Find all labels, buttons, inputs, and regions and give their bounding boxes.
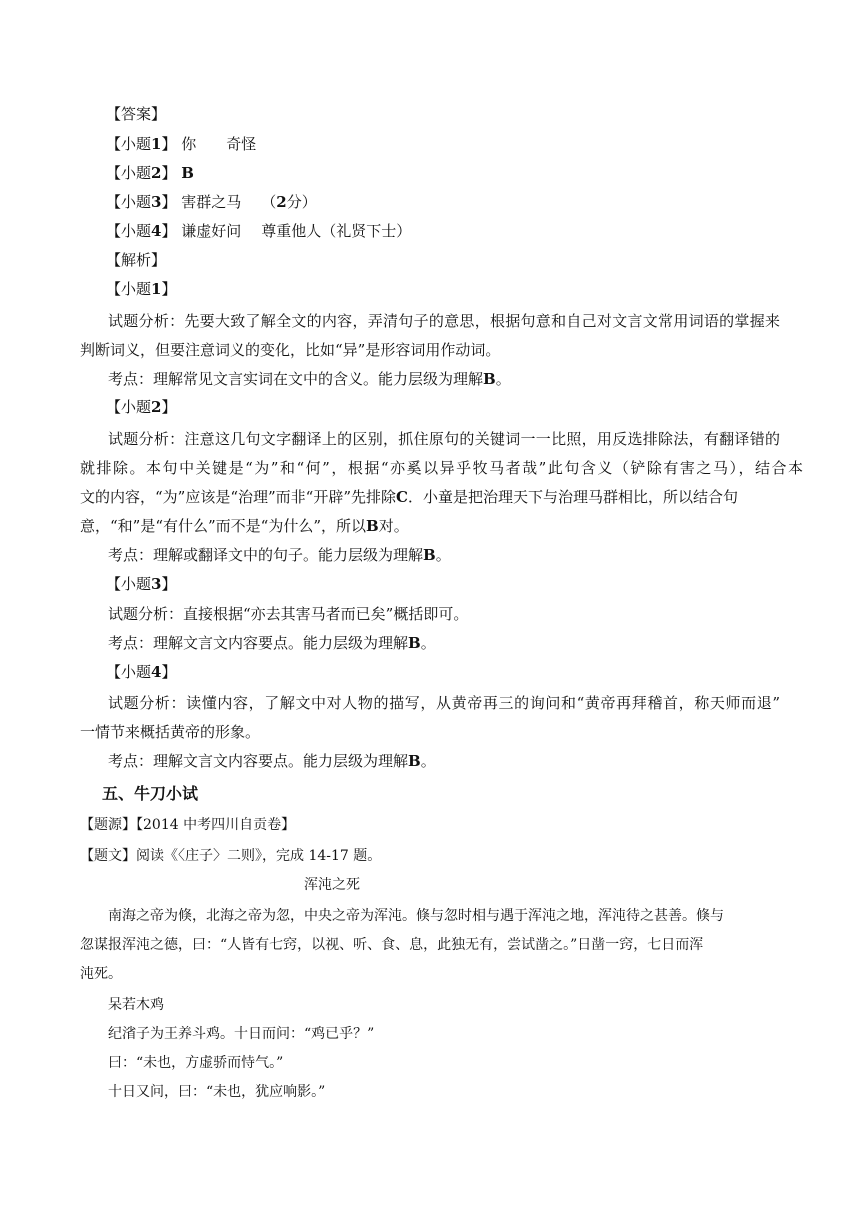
s1-heading-num: 1 bbox=[151, 280, 162, 298]
story2-line2: 曰：“未也，方虚骄而恃气。” bbox=[108, 1055, 284, 1071]
q3-answer: 害群之马 bbox=[181, 193, 242, 211]
s2-line3-a: 文的内容，“为”应该是“治理”而非“开辟”先排除 bbox=[80, 488, 397, 506]
story1-title: 浑沌之死 bbox=[304, 877, 360, 893]
analysis-heading: 【解析】 bbox=[106, 251, 167, 269]
s1-heading-a: 【小题 bbox=[106, 280, 152, 298]
story1-line2: 忽谋报浑沌之德，曰：“人皆有七窍，以视、听、食、息，此独无有，尝试凿之。”日凿一窍，七日而浑 bbox=[80, 937, 704, 953]
q4-num: 4 bbox=[151, 222, 162, 240]
question-prompt: 【题文】阅读《〈庄子〉二则》，完成 14-17 题。 bbox=[80, 848, 382, 864]
question-source: 【题源】【2014 中考四川自贡卷】 bbox=[80, 817, 296, 833]
s2-heading-a: 【小题 bbox=[106, 398, 152, 416]
s4-heading bbox=[106, 662, 176, 682]
s4-keypoint-text: 考点：理解文言文内容要点。能力层级为理解 bbox=[108, 752, 409, 770]
s1-keypoint bbox=[108, 369, 511, 389]
q1-label: 【小题 bbox=[106, 135, 152, 153]
s2-heading bbox=[106, 397, 176, 417]
q3-label: 【小题 bbox=[106, 193, 152, 211]
answer-q4 bbox=[106, 221, 411, 241]
s2-line4-a: 意，“和”是“有什么”而不是“为什么”，所以 bbox=[80, 517, 367, 535]
q2-num: 2 bbox=[151, 164, 162, 182]
s3-heading bbox=[106, 574, 176, 594]
s3-line1: 试题分析：直接根据“亦去其害马者而已矣”概括即可。 bbox=[108, 605, 469, 623]
answer-q2 bbox=[106, 163, 194, 183]
s2-line4 bbox=[80, 516, 409, 536]
s2-line4-c: 对。 bbox=[378, 517, 409, 535]
s3-keypoint-text: 考点：理解文言文内容要点。能力层级为理解 bbox=[108, 634, 409, 652]
s1-heading bbox=[106, 279, 176, 299]
s2-line1: 试题分析：注意这几句文字翻译上的区别，抓住原句的关键词一一比照，用反选排除法，有翻译错的 bbox=[108, 430, 780, 448]
s4-heading-num: 4 bbox=[151, 663, 162, 681]
q3-points-open: （ bbox=[261, 193, 277, 211]
q3-points: 2 bbox=[276, 193, 287, 211]
story1-line3: 沌死。 bbox=[80, 966, 122, 982]
s1-keypoint-level: B bbox=[483, 370, 496, 388]
answer-q1 bbox=[106, 134, 256, 154]
q2-answer: B bbox=[181, 164, 194, 182]
q1-close: 】 bbox=[161, 135, 177, 153]
q3-close: 】 bbox=[161, 193, 177, 211]
s4-line1: 试题分析：读懂内容，了解文中对人物的描写，从黄帝再三的询问和“黄帝再拜稽首，称天师而退” bbox=[108, 694, 780, 712]
s2-line2: 就排除。本句中关键是“为”和“何”，根据“亦奚以异乎牧马者哉”此句含义（铲除有害之马），结合本 bbox=[80, 459, 803, 477]
s2-line4-b: B bbox=[366, 517, 379, 535]
s4-keypoint bbox=[108, 751, 436, 771]
s2-line3-c: ．小童是把治理天下与治理马群相比，所以结合句 bbox=[407, 488, 738, 506]
s2-heading-num: 2 bbox=[151, 398, 162, 416]
section5-heading: 五、牛刀小试 bbox=[102, 784, 199, 803]
q3-points-close: 分） bbox=[286, 193, 317, 211]
answer-q3 bbox=[106, 192, 317, 212]
story2-line3: 十日又问，曰：“未也，犹应响影。” bbox=[108, 1084, 326, 1100]
s2-keypoint-level: B bbox=[423, 546, 436, 564]
q2-close: 】 bbox=[161, 164, 177, 182]
story2-title: 呆若木鸡 bbox=[108, 997, 164, 1013]
q4-close: 】 bbox=[161, 222, 177, 240]
q1-answer-a: 你 bbox=[181, 135, 197, 153]
s2-line3 bbox=[80, 487, 738, 507]
q2-label: 【小题 bbox=[106, 164, 152, 182]
q3-num: 3 bbox=[151, 193, 162, 211]
s4-keypoint-level: B bbox=[408, 752, 421, 770]
q1-answer-b: 奇怪 bbox=[226, 135, 257, 153]
s3-heading-a: 【小题 bbox=[106, 575, 152, 593]
q4-answer-a: 谦虚好问 bbox=[181, 222, 242, 240]
s4-heading-b: 】 bbox=[161, 663, 177, 681]
s2-keypoint-end: 。 bbox=[435, 546, 451, 564]
s1-line1: 试题分析：先要大致了解全文的内容，弄清句子的意思，根据句意和自己对文言文常用词语的掌握来 bbox=[108, 312, 780, 330]
s1-keypoint-end: 。 bbox=[495, 370, 511, 388]
story2-line1: 纪渻子为王养斗鸡。十日而问：“鸡已乎？” bbox=[108, 1026, 375, 1042]
answer-heading: 【答案】 bbox=[106, 105, 167, 123]
s3-keypoint-level: B bbox=[408, 634, 421, 652]
q4-label: 【小题 bbox=[106, 222, 152, 240]
s2-keypoint-text: 考点：理解或翻译文中的句子。能力层级为理解 bbox=[108, 546, 424, 564]
s3-keypoint bbox=[108, 633, 436, 653]
s1-line2: 判断词义，但要注意词义的变化，比如“异”是形容词用作动词。 bbox=[80, 341, 501, 359]
q1-num: 1 bbox=[151, 135, 162, 153]
s1-heading-b: 】 bbox=[161, 280, 177, 298]
s3-heading-num: 3 bbox=[151, 575, 162, 593]
s2-heading-b: 】 bbox=[161, 398, 177, 416]
q4-answer-b: 尊重他人（礼贤下士） bbox=[261, 222, 412, 240]
s4-keypoint-end: 。 bbox=[420, 752, 436, 770]
story1-line1: 南海之帝为倏，北海之帝为忽，中央之帝为浑沌。倏与忽时相与遇于浑沌之地，浑沌待之甚善。倏与 bbox=[108, 908, 724, 924]
s4-heading-a: 【小题 bbox=[106, 663, 152, 681]
s1-keypoint-text: 考点：理解常见文言实词在文中的含义。能力层级为理解 bbox=[108, 370, 484, 388]
s2-line3-b: C bbox=[396, 488, 408, 506]
s2-keypoint bbox=[108, 545, 451, 565]
s3-keypoint-end: 。 bbox=[420, 634, 436, 652]
s4-line2: 一情节来概括黄帝的形象。 bbox=[80, 723, 261, 741]
s3-heading-b: 】 bbox=[161, 575, 177, 593]
